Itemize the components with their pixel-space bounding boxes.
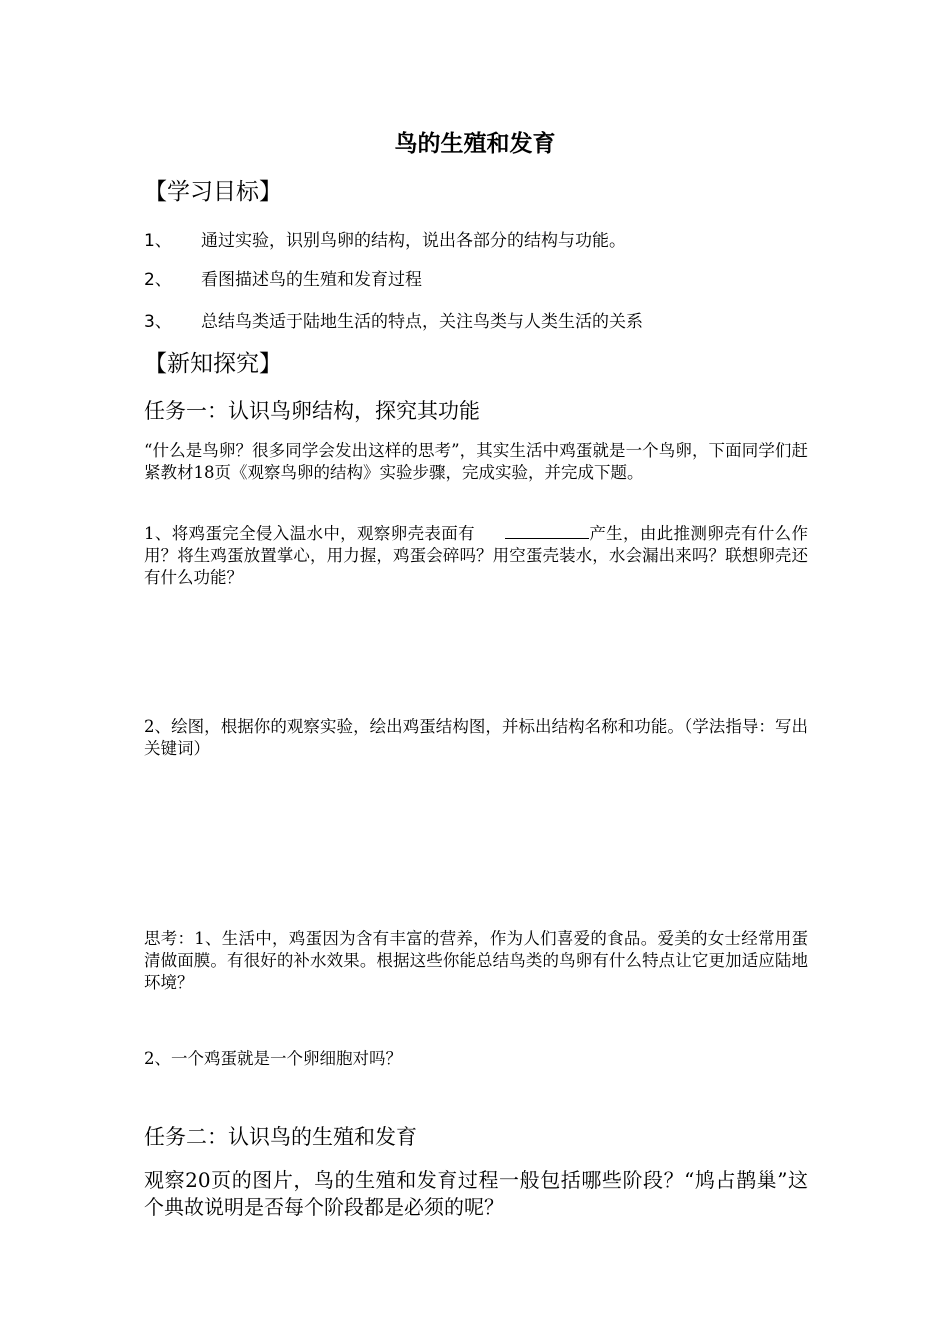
goal-text: 总结鸟类适于陆地生活的特点，关注鸟类与人类生活的关系 (201, 312, 643, 332)
task1-think1: 思考：1、生活中，鸡蛋因为含有丰富的营养，作为人们喜爱的食品。爱美的女士经常用蛋清做面膜。有很好的补水效果。根据这些你能总结鸟类的鸟卵有什么特点让它更加适应陆地环境？ (144, 929, 808, 992)
question1-text-after: 产生，由此推测卵壳有什么作用？将生鸡蛋放置掌心，用力握，鸡蛋会碎吗？用空蛋壳装水，水会漏出来吗？联想卵壳还有什么功能？ (144, 524, 808, 587)
goal-number: 1、 (144, 231, 172, 251)
question1-text-before: 1、将鸡蛋完全侵入温水中，观察卵壳表面有 (144, 524, 475, 543)
goal-text: 通过实验，识别鸟卵的结构，说出各部分的结构与功能。 (201, 231, 626, 251)
answer-blank[interactable] (505, 522, 589, 539)
goal-number: 3、 (144, 312, 172, 332)
task1-intro: “什么是鸟卵？很多同学会发出这样的思考”，其实生活中鸡蛋就是一个鸟卵，下面同学们赶紧教材18页《观察鸟卵的结构》实验步骤，完成实验，并完成下题。 (144, 441, 808, 482)
document-title: 鸟的生殖和发育 (394, 131, 556, 157)
task1-think2: 2、一个鸡蛋就是一个卵细胞对吗？ (144, 1049, 402, 1068)
goal-item (144, 229, 626, 253)
section-heading-goals: 【学习目标】 (144, 179, 282, 205)
task1-title: 任务一：认识鸟卵结构，探究其功能 (144, 399, 480, 423)
task2-text: 观察20页的图片，鸟的生殖和发育过程一般包括哪些阶段？“鸠占鹊巢”这个典故说明是否每个阶段都是必须的呢？ (144, 1168, 808, 1219)
task1-question2: 2、绘图，根据你的观察实验，绘出鸡蛋结构图，并标出结构名称和功能。（学法指导：写出关键词） (144, 717, 808, 758)
section-heading-explore: 【新知探究】 (144, 351, 282, 377)
task1-question1 (144, 522, 808, 589)
goal-text: 看图描述鸟的生殖和发育过程 (201, 270, 422, 290)
goal-item (144, 268, 422, 292)
goal-number: 2、 (144, 270, 172, 290)
task2-title: 任务二：认识鸟的生殖和发育 (144, 1125, 417, 1149)
goal-item (144, 310, 643, 334)
